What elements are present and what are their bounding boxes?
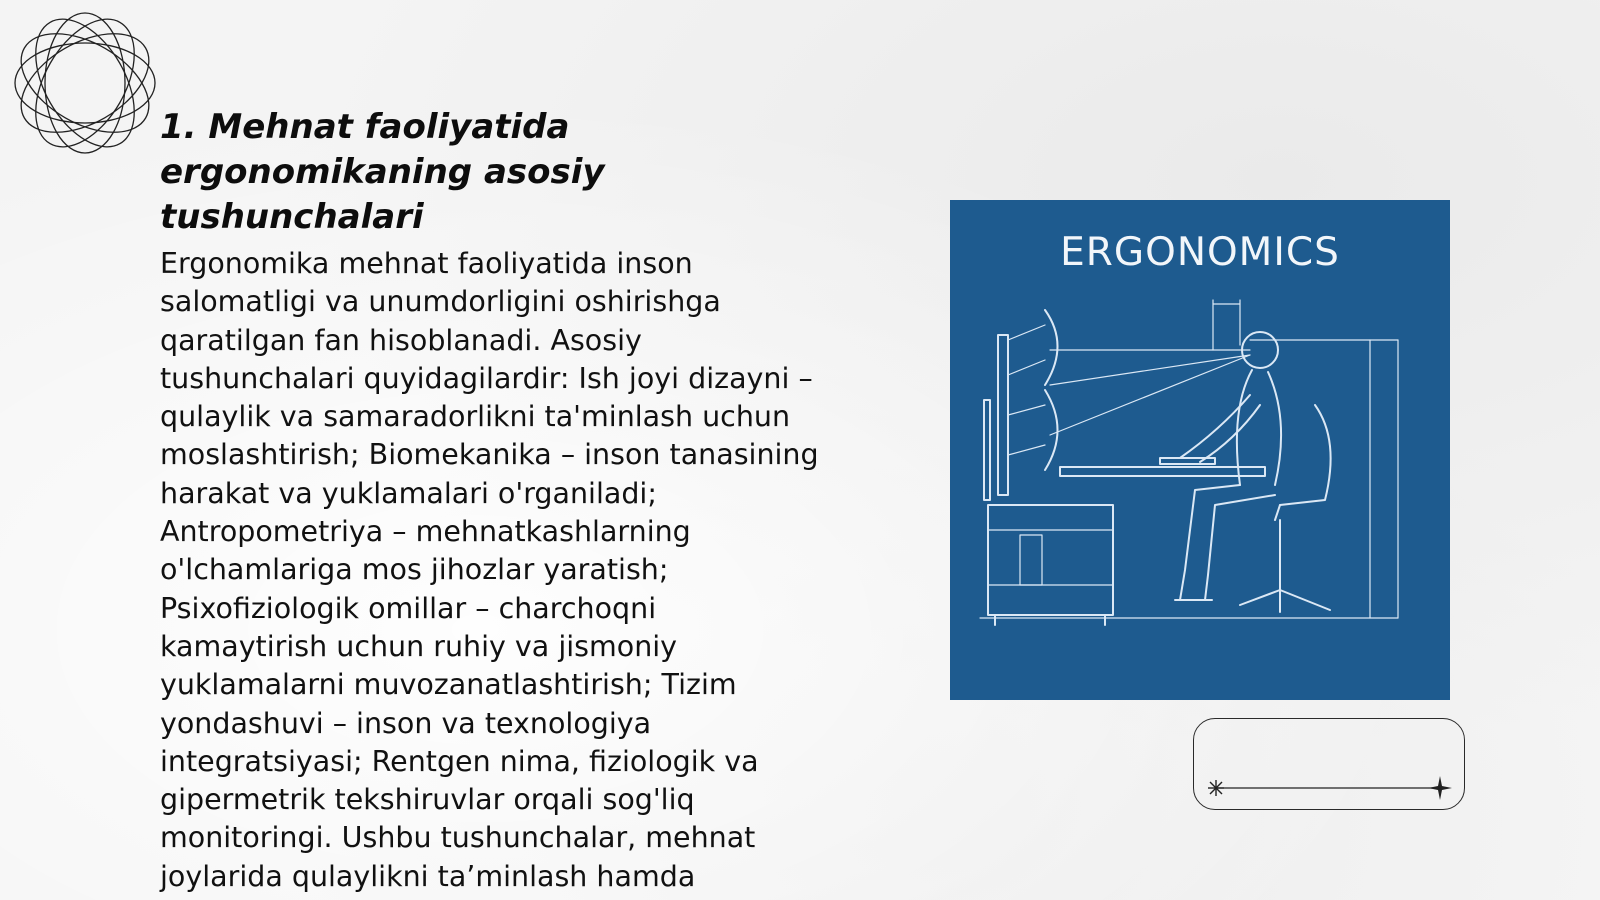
slide-body-text: Ergonomika mehnat faoliyatida inson salomatligi va unumdorligini oshirishga qaratilgan fan hisoblanadi. Asosiy tushunchalari quyidagilardir: Ish joyi dizayni – qulaylik va samaradorlikni ta'minlash uchun moslashtirish; Biomekanika – inson tanasining harakat va yuklamalari o'rganiladi; Antropometriya – mehnatkashlarning o'lchamlariga mos jihozlar yaratish; Psixofiziologik omillar – charchoqni kamaytirish uchun ruhiy va jismoniy yuklamalarni muvozanatlashtirish; Tizim yondashuvi – inson va texnologiya integratsiyasi; Rentgen nima, fiziologik va gipermetrik tekshiruvlar orqali sog'liq monitoringi. Ushbu tushunchalar, mehnat joylarida qulaylikni ta’minlash hamda <box>160 247 819 893</box>
sparkle-icon <box>1208 780 1224 796</box>
slide-title: 1. Mehnat faoliyatida ergonomikaning asosiy tushunchalari <box>160 107 605 237</box>
four-point-star-icon <box>1428 776 1452 800</box>
ergonomics-label: ERGONOMICS <box>1060 230 1340 275</box>
decorative-slider-frame <box>1193 718 1465 810</box>
ergonomic-workstation-drawing <box>950 200 1450 700</box>
ergonomics-illustration <box>950 200 1450 700</box>
interlocking-rings-icon <box>10 8 160 158</box>
slider-track <box>1194 719 1464 809</box>
